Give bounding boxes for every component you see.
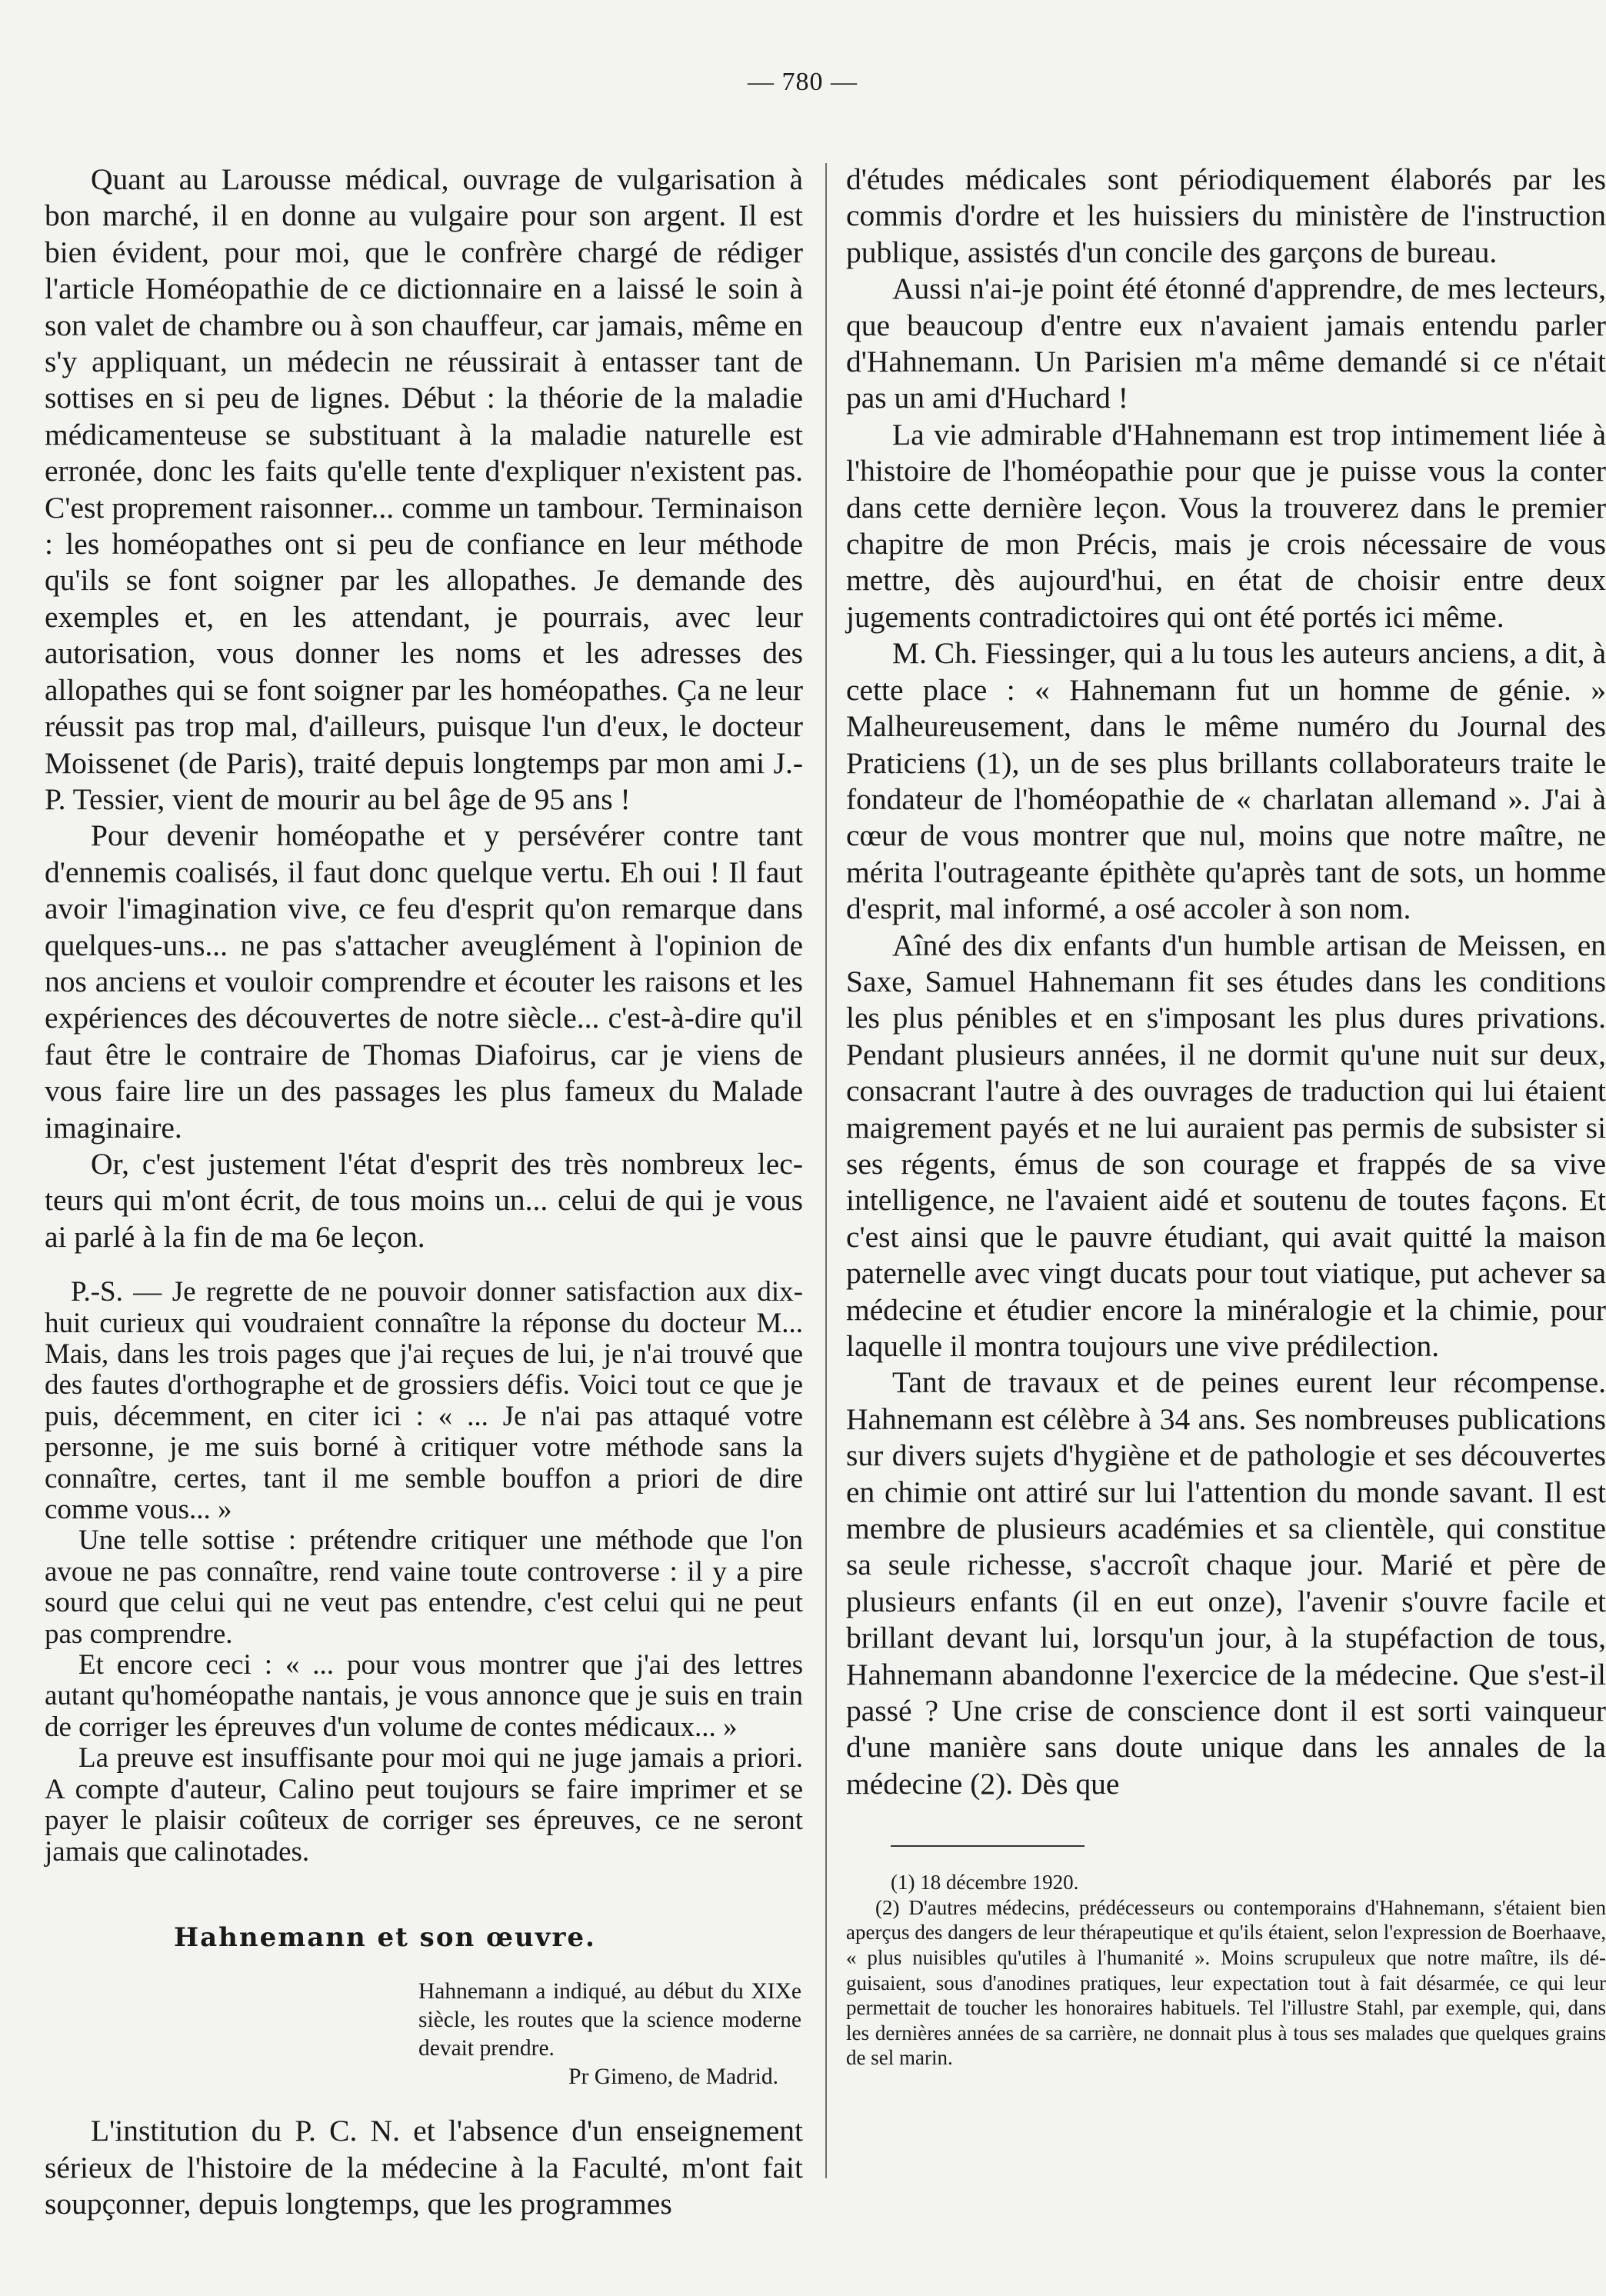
paragraph: Aîné des dix enfants d'un humble artisan de Meissen, en Saxe, Samuel Hahnemann fit ses études dans les conditions les plus pénibles et en s'imposant les plus dures privations. Pendant plusieurs années, il ne dormit qu'une nuit sur deux, consacrant l'autre à des ouvrages de traduction qui lui étaient maigrement payés et ne lui auraient pas permis de subsister si ses régents, émus de son courage et frappés de sa vive intelligence, ne l'avaient aidé et soutenu de toutes façons. Et c'est ainsi que le pauvre étudiant, qui avait quitté la maison paternelle avec vingt ducats pour tout viatique, put achever sa médecine et étudier encore la minéralogie et la chimie, pour laquelle il montra toujours une vive prédilection.	[846, 928, 1606, 1363]
paragraph: Quant au Larousse médical, ouvrage de vulgarisation à bon marché, il en donne au vulgaire pour son argent. Il est bien évident, pour moi, que le confrère chargé de rédiger l'article Homéopathie de ce dictionnaire en a laissé le soin à son valet de chambre ou à son chauffeur, car jamais, même en s'y appliquant, un médecin ne réussirait à entasser tant de sottises en si peu de lignes. Début : la théorie de la maladie médicamenteuse se substituant à la maladie naturelle est erronée, donc les faits qu'elle tente d'expliquer n'existent pas. C'est proprement raisonner... comme un tambour. Terminaison : les homéopathes ont si peu de confiance en leur méthode qu'ils se font soigner par les allopathes. Je demande des exemples et, en les attendant, je pourrais, avec leur autorisation, vous donner les noms et les adresses des allopathes qui se font soigner par les homéopathes. Ça ne leur réussit pas trop mal, d'ailleurs, puisque l'un d'eux, le docteur Moissenet (de Paris), traité depuis longtemps par mon ami J.-P. Tessier, vient de mourir au bel âge de 95 ans !	[45, 162, 803, 816]
paragraph: d'études médicales sont périodiquement élaborés par les commis d'ordre et les huissiers du ministère de l'instruction publique, assistés d'un concile des garçons de bureau.	[846, 162, 1606, 269]
postscript-paragraph: Et encore ceci : « ... pour vous montrer que j'ai des lettres autant qu'homéopathe nantais, je vous annonce que je suis en train de corriger les épreuves d'un volume de contes médicaux... »	[45, 1649, 803, 1743]
left-column	[45, 162, 803, 2223]
paragraph: M. Ch. Fiessinger, qui a lu tous les auteurs anciens, a dit, à cette place : « Hahnemann fut un homme de génie. » Malheureusement, dans le même numéro du Journal des Praticiens (1), un de ses plus brillants collaborateurs traite le fondateur de l'homéopathie de « charlatan allemand ». J'ai à cœur de vous montrer que nul, moins que notre maître, ne mérita l'outrageante épithète qu'après tant de sots, un homme d'esprit, mal informé, a osé accoler à son nom.	[846, 636, 1606, 926]
paragraph: L'institution du P. C. N. et l'absence d'un enseignement sérieux de l'histoire de la médecine à la Faculté, m'ont fait soupçonner, depuis longtemps, que les programmes	[45, 2114, 803, 2221]
epigraph	[418, 1978, 801, 2091]
page-number: — 780 —	[748, 68, 858, 96]
paragraph: Tant de travaux et de peines eurent leur récompense. Hahnemann est célèbre à 34 ans. Ses nombreuses publications sur divers sujets d'hygiène et de pathologie et ses découvertes en chimie ont attiré sur lui l'attention du monde savant. Il est membre de plusieurs académies et sa clientèle, qui constitue sa seule richesse, s'accroît chaque jour. Marié et père de plusieurs enfants (il en eut onze), l'avenir s'ouvre facile et brillant devant lui, lorsqu'un jour, à la stupéfaction de tous, Hahnemann abandonne l'exercice de la médecine. Que s'est-il passé ? Une crise de conscience dont il est sorti vainqueur d'une manière sans doute unique dans les annales de la médecine (2). Dès que	[846, 1365, 1606, 1801]
paragraph: La vie admirable d'Hahnemann est trop intimement liée à l'histoire de l'homéopathie pour que je puisse vous la conter dans cette dernière leçon. Vous la trouverez dans le premier chapitre de mon Précis, mais je crois nécessaire de vous mettre, dès aujourd'hui, en état de choisir entre deux jugements contradictoires qui ont été portés ici même.	[846, 417, 1606, 634]
footnote: (2) D'autres médecins, prédécesseurs ou contemporains d'Hahnemann, s'étaient bien aperçus des dangers de leur thérapeutique et qu'ils étaient, selon l'expression de Boerhaave, « plus nuisibles qu'utiles à l'humanité ». Moins scrupuleux que notre maître, ils déguisaient, sous d'anodines pratiques, leur expectation tout à fait désarmée, ce qui leur permettait de toucher les honoraires habituels. Tel l'illustre Stahl, par exemple, qui, dans les dernières années de sa carrière, ne donnait plus à tous ses malades que quelques grains de sel marin.	[846, 1895, 1606, 2070]
paragraph: Pour devenir homéopathe et y persévérer contre tant d'ennemis coalisés, il faut donc quelque vertu. Eh oui ! Il faut avoir l'imagination vive, ce feu d'esprit qu'on remarque dans quelques-uns... ne pas s'attacher aveuglément à l'opinion de nos anciens et vouloir comprendre et écouter les raisons et les expériences des découvertes de notre siècle... c'est-à-dire qu'il faut être le contraire de Thomas Diafoirus, car je viens de vous faire lire un des passages les plus fameux du Malade imaginaire.	[45, 818, 803, 1145]
postscript	[45, 1277, 803, 1868]
postscript-paragraph: La preuve est insuffisante pour moi qui ne juge jamais a priori. A compte d'auteur, Calino peut toujours se faire imprimer et se payer le plaisir coûteux de corriger ses épreuves, ce ne seront jamais que calinotades.	[45, 1742, 803, 1868]
footnotes	[846, 1870, 1606, 2071]
postscript-paragraph: P.-S. — Je regrette de ne pouvoir donner satisfaction aux dix-huit curieux qui voudraient connaître la réponse du docteur M... Mais, dans les trois pages que j'ai reçues de lui, je n'ai trouvé que des fautes d'orthographe et de grossiers défis. Voici tout ce que je puis, décemment, en citer ici : « ... Je n'ai pas attaqué votre personne, je me suis borné à critiquer votre méthode sans la connaître, certes, tant il me semble bouffon a priori de dire comme vous... »	[45, 1276, 803, 1526]
footnote-rule	[891, 1845, 1085, 1847]
column-divider	[825, 163, 827, 2178]
paragraph: Or, c'est justement l'état d'esprit des très nombreux lecteurs qui m'ont écrit, de tous moins un... celui de qui je vous ai parlé à la fin de ma 6e leçon.	[45, 1146, 803, 1254]
footnote: (1) 18 décembre 1920.	[891, 1871, 1079, 1894]
paragraph: Aussi n'ai-je point été étonné d'apprendre, de mes lecteurs, que beaucoup d'entre eux n'avaient jamais entendu parler d'Hahnemann. Un Parisien m'a même demandé si ce n'était pas un ami d'Huchard !	[846, 272, 1606, 415]
section-title: Hahnemann et son œuvre.	[174, 1921, 596, 1953]
epigraph-attribution: Pr Gimeno, de Madrid.	[568, 2064, 778, 2090]
postscript-paragraph: Une telle sottise : prétendre critiquer une méthode que l'on avoue ne pas connaître, rend vaine toute controverse : il y a pire sourd que celui qui ne veut pas entendre, c'est celui qui ne peut pas comprendre.	[45, 1525, 803, 1650]
epigraph-text: Hahnemann a indiqué, au début du XIXe siècle, les routes que la science moderne devait prendre.	[418, 1979, 801, 2061]
right-column	[846, 162, 1606, 2071]
